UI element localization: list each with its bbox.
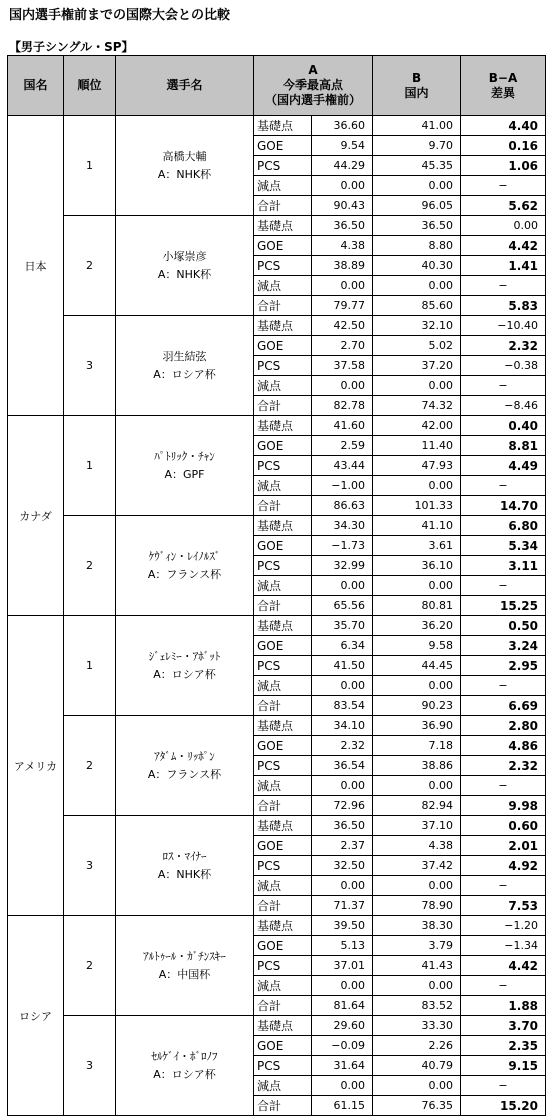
- country-cell: カナダ: [8, 416, 64, 616]
- value-diff: −: [461, 176, 546, 196]
- value-b: 41.10: [373, 516, 461, 536]
- row-label: 合計: [254, 1096, 312, 1116]
- value-diff: 3.70: [461, 1016, 546, 1036]
- header-row: [8, 56, 546, 116]
- table-row: [8, 616, 546, 636]
- value-diff: 4.40: [461, 116, 546, 136]
- value-diff: 1.88: [461, 996, 546, 1016]
- header-a-line1: A: [308, 63, 318, 77]
- value-diff: −8.46: [461, 396, 546, 416]
- value-diff: −1.20: [461, 916, 546, 936]
- value-b: 37.10: [373, 816, 461, 836]
- row-label: 合計: [254, 496, 312, 516]
- row-label: 減点: [254, 976, 312, 996]
- value-diff: 4.49: [461, 456, 546, 476]
- value-a: 35.70: [312, 616, 373, 636]
- table-row: [8, 216, 546, 236]
- skater-event: A：NHK杯: [157, 267, 212, 281]
- value-b: 80.81: [373, 596, 461, 616]
- value-b: 36.10: [373, 556, 461, 576]
- value-a: 6.34: [312, 636, 373, 656]
- row-label: PCS: [254, 1056, 312, 1076]
- row-label: 基礎点: [254, 316, 312, 336]
- row-label: GOE: [254, 136, 312, 156]
- value-a: 34.10: [312, 716, 373, 736]
- skater-name: ﾊﾟﾄﾘｯｸ・ﾁｬﾝ: [154, 449, 215, 463]
- skater-event: A：フランス杯: [147, 767, 222, 781]
- header-rank: 順位: [64, 56, 116, 116]
- value-a: 86.63: [312, 496, 373, 516]
- skater-name: ｱﾙﾄｩｰﾙ・ｶﾞﾁﾝｽｷｰ: [143, 949, 226, 963]
- value-a: 61.15: [312, 1096, 373, 1116]
- table-body: [8, 116, 546, 1116]
- value-diff: 4.86: [461, 736, 546, 756]
- value-diff: 15.25: [461, 596, 546, 616]
- row-label: 減点: [254, 476, 312, 496]
- header-diff: [461, 56, 546, 116]
- value-diff: −: [461, 376, 546, 396]
- value-a: 0.00: [312, 1076, 373, 1096]
- value-a: 71.37: [312, 896, 373, 916]
- rank-cell: 2: [64, 516, 116, 616]
- header-diff-line2: 差異: [491, 85, 516, 100]
- row-label: GOE: [254, 836, 312, 856]
- table-row: [8, 416, 546, 436]
- row-label: 基礎点: [254, 416, 312, 436]
- row-label: 基礎点: [254, 216, 312, 236]
- value-b: 3.79: [373, 936, 461, 956]
- header-b-line1: B: [411, 70, 422, 85]
- value-diff: 0.16: [461, 136, 546, 156]
- row-label: PCS: [254, 456, 312, 476]
- row-label: 合計: [254, 396, 312, 416]
- row-label: 減点: [254, 176, 312, 196]
- row-label: GOE: [254, 1036, 312, 1056]
- value-a: 36.54: [312, 756, 373, 776]
- value-a: 81.64: [312, 996, 373, 1016]
- value-b: 37.42: [373, 856, 461, 876]
- row-label: 減点: [254, 876, 312, 896]
- table-row: [8, 916, 546, 936]
- value-a: 5.13: [312, 936, 373, 956]
- header-a-line3: （国内選手権前）: [265, 93, 362, 107]
- row-label: 合計: [254, 796, 312, 816]
- value-b: 90.23: [373, 696, 461, 716]
- rank-cell: 3: [64, 816, 116, 916]
- value-a: 37.58: [312, 356, 373, 376]
- value-diff: 5.62: [461, 196, 546, 216]
- skater-cell: [116, 1016, 254, 1116]
- row-label: GOE: [254, 436, 312, 456]
- row-label: 基礎点: [254, 916, 312, 936]
- header-diff-line1: B−A: [488, 70, 518, 85]
- row-label: PCS: [254, 556, 312, 576]
- rank-cell: 2: [64, 916, 116, 1016]
- value-diff: −: [461, 676, 546, 696]
- value-diff: 14.70: [461, 496, 546, 516]
- header-a: [254, 56, 373, 116]
- row-label: GOE: [254, 736, 312, 756]
- value-b: 0.00: [373, 876, 461, 896]
- value-a: 41.50: [312, 656, 373, 676]
- skater-name: 小塚崇彦: [162, 249, 207, 263]
- skater-name: ｾﾙｹﾞｲ・ﾎﾞﾛﾉﾌ: [151, 1049, 218, 1063]
- value-b: 37.20: [373, 356, 461, 376]
- value-diff: 7.53: [461, 896, 546, 916]
- row-label: 基礎点: [254, 1016, 312, 1036]
- table-row: [8, 816, 546, 836]
- value-a: 34.30: [312, 516, 373, 536]
- row-label: 基礎点: [254, 716, 312, 736]
- row-label: PCS: [254, 856, 312, 876]
- value-diff: −: [461, 276, 546, 296]
- skater-cell: [116, 816, 254, 916]
- value-a: 39.50: [312, 916, 373, 936]
- row-label: 合計: [254, 696, 312, 716]
- value-b: 38.86: [373, 756, 461, 776]
- row-label: GOE: [254, 636, 312, 656]
- value-a: 0.00: [312, 576, 373, 596]
- row-label: PCS: [254, 656, 312, 676]
- header-skater: 選手名: [116, 56, 254, 116]
- row-label: 合計: [254, 196, 312, 216]
- value-b: 5.02: [373, 336, 461, 356]
- skater-event: A：中国杯: [158, 967, 211, 981]
- row-label: 減点: [254, 376, 312, 396]
- value-diff: 4.42: [461, 236, 546, 256]
- value-b: 0.00: [373, 976, 461, 996]
- value-diff: 6.80: [461, 516, 546, 536]
- value-b: 3.61: [373, 536, 461, 556]
- skater-event: A：GPF: [164, 467, 205, 481]
- value-b: 36.20: [373, 616, 461, 636]
- value-b: 4.38: [373, 836, 461, 856]
- row-label: 合計: [254, 596, 312, 616]
- value-diff: −10.40: [461, 316, 546, 336]
- value-b: 9.70: [373, 136, 461, 156]
- value-b: 96.05: [373, 196, 461, 216]
- value-diff: 15.20: [461, 1096, 546, 1116]
- skater-event: A：ロシア杯: [153, 667, 216, 681]
- rank-cell: 1: [64, 116, 116, 216]
- value-b: 8.80: [373, 236, 461, 256]
- value-b: 7.18: [373, 736, 461, 756]
- header-country: 国名: [8, 56, 64, 116]
- skater-name: ｹｳﾞｨﾝ・ﾚｲﾉﾙｽﾞ: [148, 549, 221, 563]
- value-diff: 1.41: [461, 256, 546, 276]
- skater-name: ｼﾞｪﾚﾐｰ・ｱﾎﾞｯﾄ: [148, 649, 221, 663]
- rank-cell: 2: [64, 716, 116, 816]
- header-b: [373, 56, 461, 116]
- value-diff: −: [461, 776, 546, 796]
- value-b: 85.60: [373, 296, 461, 316]
- row-label: GOE: [254, 236, 312, 256]
- value-b: 0.00: [373, 376, 461, 396]
- value-a: 65.56: [312, 596, 373, 616]
- value-a: 29.60: [312, 1016, 373, 1036]
- value-a: 37.01: [312, 956, 373, 976]
- value-a: 2.37: [312, 836, 373, 856]
- value-a: 9.54: [312, 136, 373, 156]
- rank-cell: 1: [64, 616, 116, 716]
- value-b: 41.00: [373, 116, 461, 136]
- value-a: 4.38: [312, 236, 373, 256]
- skater-name: 羽生結弦: [162, 349, 207, 363]
- value-b: 38.30: [373, 916, 461, 936]
- row-label: 合計: [254, 296, 312, 316]
- page-title: 国内選手権前までの国際大会との比較: [9, 8, 231, 23]
- value-b: 0.00: [373, 776, 461, 796]
- value-b: 44.45: [373, 656, 461, 676]
- value-b: 76.35: [373, 1096, 461, 1116]
- value-a: 2.32: [312, 736, 373, 756]
- value-b: 82.94: [373, 796, 461, 816]
- value-a: 0.00: [312, 776, 373, 796]
- value-b: 33.30: [373, 1016, 461, 1036]
- row-label: 減点: [254, 1076, 312, 1096]
- value-a: 2.70: [312, 336, 373, 356]
- row-label: 基礎点: [254, 816, 312, 836]
- value-diff: 3.24: [461, 636, 546, 656]
- value-b: 42.00: [373, 416, 461, 436]
- value-diff: 2.32: [461, 336, 546, 356]
- value-diff: 2.35: [461, 1036, 546, 1056]
- table-row: [8, 516, 546, 536]
- value-diff: 2.95: [461, 656, 546, 676]
- value-a: 43.44: [312, 456, 373, 476]
- row-label: PCS: [254, 756, 312, 776]
- skater-event: A：ロシア杯: [153, 367, 216, 381]
- row-label: 合計: [254, 996, 312, 1016]
- skater-event: A：NHK杯: [157, 867, 212, 881]
- value-diff: 0.40: [461, 416, 546, 436]
- skater-cell: [116, 916, 254, 1016]
- skater-cell: [116, 616, 254, 716]
- value-diff: 4.42: [461, 956, 546, 976]
- row-label: 基礎点: [254, 116, 312, 136]
- value-diff: 2.80: [461, 716, 546, 736]
- value-a: 2.59: [312, 436, 373, 456]
- country-cell: ロシア: [8, 916, 64, 1116]
- value-b: 74.32: [373, 396, 461, 416]
- value-a: 0.00: [312, 876, 373, 896]
- row-label: 基礎点: [254, 516, 312, 536]
- value-a: 0.00: [312, 976, 373, 996]
- value-diff: −1.34: [461, 936, 546, 956]
- value-b: 0.00: [373, 476, 461, 496]
- table-row: [8, 116, 546, 136]
- value-diff: 6.69: [461, 696, 546, 716]
- row-label: GOE: [254, 936, 312, 956]
- value-diff: 5.34: [461, 536, 546, 556]
- value-b: 32.10: [373, 316, 461, 336]
- value-a: 41.60: [312, 416, 373, 436]
- value-diff: −: [461, 1076, 546, 1096]
- skater-event: A：NHK杯: [157, 167, 212, 181]
- value-a: 90.43: [312, 196, 373, 216]
- value-a: −1.00: [312, 476, 373, 496]
- row-label: 減点: [254, 676, 312, 696]
- value-b: 0.00: [373, 176, 461, 196]
- value-b: 0.00: [373, 576, 461, 596]
- value-a: 82.78: [312, 396, 373, 416]
- table-row: [8, 1016, 546, 1036]
- value-a: −0.09: [312, 1036, 373, 1056]
- row-label: PCS: [254, 256, 312, 276]
- row-label: GOE: [254, 536, 312, 556]
- skater-cell: [116, 116, 254, 216]
- value-b: 9.58: [373, 636, 461, 656]
- skater-name: ﾛｽ・ﾏｲﾅｰ: [162, 849, 207, 863]
- skater-event: A：フランス杯: [147, 567, 222, 581]
- value-diff: 5.83: [461, 296, 546, 316]
- skater-cell: [116, 316, 254, 416]
- value-diff: 2.32: [461, 756, 546, 776]
- value-a: 36.50: [312, 816, 373, 836]
- value-b: 0.00: [373, 676, 461, 696]
- value-diff: 0.50: [461, 616, 546, 636]
- table-row: [8, 316, 546, 336]
- value-b: 2.26: [373, 1036, 461, 1056]
- row-label: 基礎点: [254, 616, 312, 636]
- value-b: 40.30: [373, 256, 461, 276]
- value-a: −1.73: [312, 536, 373, 556]
- value-diff: 3.11: [461, 556, 546, 576]
- value-a: 42.50: [312, 316, 373, 336]
- skater-cell: [116, 216, 254, 316]
- row-label: 減点: [254, 276, 312, 296]
- row-label: 減点: [254, 776, 312, 796]
- value-b: 11.40: [373, 436, 461, 456]
- value-b: 41.43: [373, 956, 461, 976]
- row-label: PCS: [254, 356, 312, 376]
- value-b: 40.79: [373, 1056, 461, 1076]
- value-diff: −0.38: [461, 356, 546, 376]
- value-diff: 9.15: [461, 1056, 546, 1076]
- value-diff: 9.98: [461, 796, 546, 816]
- row-label: 合計: [254, 896, 312, 916]
- table-row: [8, 716, 546, 736]
- country-cell: 日本: [8, 116, 64, 416]
- row-label: GOE: [254, 336, 312, 356]
- value-diff: −: [461, 576, 546, 596]
- skater-cell: [116, 716, 254, 816]
- skater-event: A：ロシア杯: [153, 1067, 216, 1081]
- country-cell: アメリカ: [8, 616, 64, 916]
- skater-name: 高橋大輔: [162, 149, 207, 163]
- header-a-line2: 今季最高点: [283, 78, 344, 92]
- header-b-line2: 国内: [404, 85, 429, 100]
- value-a: 36.60: [312, 116, 373, 136]
- value-b: 78.90: [373, 896, 461, 916]
- skater-name: ｱﾀﾞﾑ・ﾘｯﾎﾟﾝ: [154, 749, 215, 763]
- row-label: PCS: [254, 156, 312, 176]
- row-label: PCS: [254, 956, 312, 976]
- value-a: 79.77: [312, 296, 373, 316]
- rank-cell: 1: [64, 416, 116, 516]
- value-b: 0.00: [373, 1076, 461, 1096]
- value-diff: 0.60: [461, 816, 546, 836]
- value-a: 72.96: [312, 796, 373, 816]
- section-title: 【男子シングル・SP】: [9, 40, 134, 54]
- value-b: 36.90: [373, 716, 461, 736]
- skater-cell: [116, 416, 254, 516]
- rank-cell: 2: [64, 216, 116, 316]
- value-diff: 8.81: [461, 436, 546, 456]
- rank-cell: 3: [64, 316, 116, 416]
- value-a: 44.29: [312, 156, 373, 176]
- value-b: 36.50: [373, 216, 461, 236]
- value-diff: −: [461, 876, 546, 896]
- value-diff: −: [461, 976, 546, 996]
- value-a: 32.50: [312, 856, 373, 876]
- rank-cell: 3: [64, 1016, 116, 1116]
- row-label: 減点: [254, 576, 312, 596]
- value-a: 0.00: [312, 276, 373, 296]
- value-b: 47.93: [373, 456, 461, 476]
- value-b: 45.35: [373, 156, 461, 176]
- value-b: 101.33: [373, 496, 461, 516]
- value-a: 0.00: [312, 176, 373, 196]
- value-diff: 4.92: [461, 856, 546, 876]
- skater-cell: [116, 516, 254, 616]
- value-a: 83.54: [312, 696, 373, 716]
- value-a: 0.00: [312, 376, 373, 396]
- value-a: 32.99: [312, 556, 373, 576]
- comparison-table: [7, 55, 546, 1116]
- value-b: 0.00: [373, 276, 461, 296]
- value-diff: 0.00: [461, 216, 546, 236]
- value-a: 0.00: [312, 676, 373, 696]
- value-a: 31.64: [312, 1056, 373, 1076]
- value-diff: 1.06: [461, 156, 546, 176]
- value-a: 36.50: [312, 216, 373, 236]
- value-diff: −: [461, 476, 546, 496]
- value-a: 38.89: [312, 256, 373, 276]
- value-b: 83.52: [373, 996, 461, 1016]
- value-diff: 2.01: [461, 836, 546, 856]
